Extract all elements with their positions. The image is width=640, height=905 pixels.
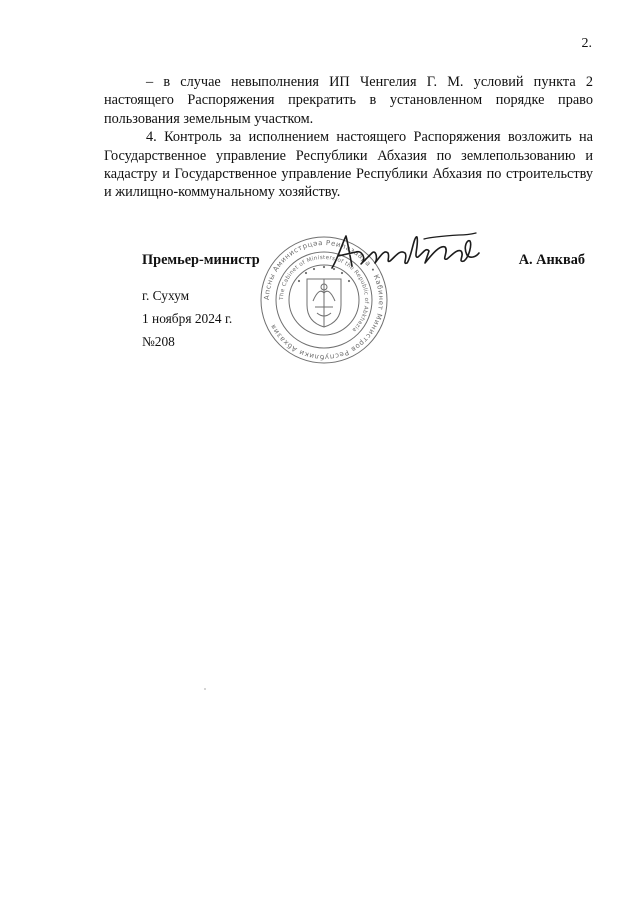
paragraph-termination-clause: – в случае невыполнения ИП Ченгелия Г. М. условий пункта 2 настоящего Распоряжения прекратить в установленном порядке право пользования земельным участком.: [104, 74, 593, 127]
signer-name: А. Анкваб: [518, 252, 585, 268]
document-meta: [142, 284, 232, 353]
stamp-outer-text: Апсны Аминистрцәа Реилазаара • Кабинет Министров Республики Абхазия: [262, 238, 386, 362]
scan-speck: [204, 688, 206, 690]
issue-place: г. Сухум: [142, 288, 190, 303]
page-number: 2.: [581, 36, 592, 51]
stamp-inner-text: The Cabinet of Ministers of the Republic of Abkhazia: [278, 254, 370, 333]
paragraph-control-clause: 4. Контроль за исполнением настоящего Распоряжения возложить на Государственное управление Республики Абхазия по землепользованию и кадастру и Государственное управление Республики Абхазия по строительству и жилищно-коммунальному хозяйству.: [104, 129, 593, 201]
document-number: №208: [142, 334, 175, 349]
signer-position: Премьер-министр: [142, 252, 260, 268]
document-body: [104, 73, 593, 202]
handwritten-signature: [328, 230, 482, 278]
issue-date: 1 ноября 2024 г.: [142, 311, 233, 326]
coat-of-arms-emblem: [307, 279, 341, 327]
